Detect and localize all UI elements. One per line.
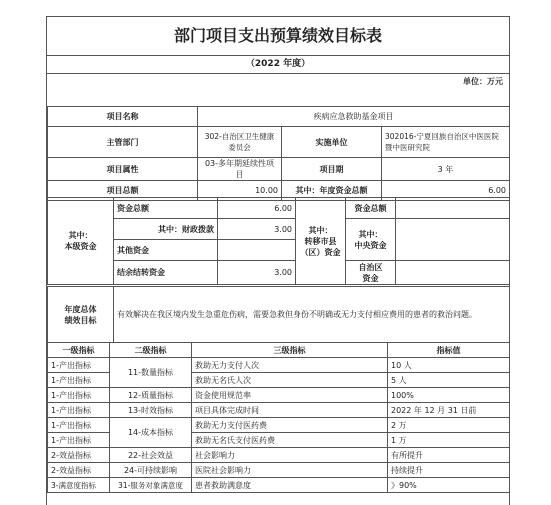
t-region-value: [396, 261, 510, 285]
project-info-table: [47, 106, 510, 201]
row-l2: 24-可持续影响: [110, 463, 192, 478]
table-row: [48, 463, 510, 478]
row-l3: 救助无力支付人次: [192, 358, 388, 373]
table-row: [48, 358, 510, 373]
fiscal-value: 3.00: [218, 219, 296, 240]
impl-value: 302016-宁夏回族自治区中医医院暨中医研究院: [382, 127, 510, 158]
total-label: 项目总额: [48, 181, 198, 201]
header-value: 指标值: [388, 343, 510, 358]
table-row: [48, 478, 510, 493]
impl-label: 实施单位: [282, 127, 382, 158]
own-funds-label: 其中： 本级资金: [48, 198, 114, 285]
row-l3: 资金使用规范率: [192, 388, 388, 403]
row-l1: 1-产出指标: [48, 433, 110, 448]
fund-total-label: 资金总额: [114, 198, 218, 219]
row-value: 5 人: [388, 373, 510, 388]
t-central-value: [396, 219, 510, 261]
transfer-funds-label: 其中： 转移市县 （区）资金: [296, 198, 346, 285]
row-l1: 2-效益指标: [48, 463, 110, 478]
t-total-label: 资金总额: [346, 198, 396, 219]
row-l3: 项目具体完成时间: [192, 403, 388, 418]
header-level2: 二级指标: [110, 343, 192, 358]
t-central-label: 其中： 中央资金: [346, 219, 396, 261]
table-row: [48, 388, 510, 403]
row-l3: 救助无名氏人次: [192, 373, 388, 388]
table-row: [48, 418, 510, 433]
row-value: 10 人: [388, 358, 510, 373]
t-total-value: [396, 198, 510, 219]
row-l2: 13-时效指标: [110, 403, 192, 418]
row-l1: 1-产出指标: [48, 403, 110, 418]
attr-label: 项目属性: [48, 158, 198, 181]
row-l2: 11-数量指标: [110, 358, 192, 388]
attr-value: 03-多年期延续性项目: [198, 158, 282, 181]
table-row: [48, 403, 510, 418]
row-value: 有所提升: [388, 448, 510, 463]
table-row: [48, 448, 510, 463]
page-title: 部门项目支出预算绩效目标表: [47, 17, 509, 56]
row-l3: 医院社会影响力: [192, 463, 388, 478]
row-l1: 2-效益指标: [48, 448, 110, 463]
row-l3: 救助无名氏支付医药费: [192, 433, 388, 448]
goal-table: [47, 286, 510, 343]
period-label: 项目期: [282, 158, 382, 181]
row-l1: 1-产出指标: [48, 418, 110, 433]
indicators-table: [47, 342, 510, 493]
row-l2: 22-社会效益: [110, 448, 192, 463]
row-value: 2022 年 12 月 31 日前: [388, 403, 510, 418]
total-value: 10.00: [198, 181, 282, 201]
performance-target-sheet: [46, 16, 510, 505]
carry-value: 3.00: [218, 261, 296, 285]
header-level1: 一级指标: [48, 343, 110, 358]
goal-label: 年度总体 绩效目标: [48, 287, 114, 343]
project-name-value: 疾病应急救助基金项目: [198, 107, 510, 127]
row-l1: 1-产出指标: [48, 388, 110, 403]
row-l1: 1-产出指标: [48, 358, 110, 373]
other-label: 其他资金: [114, 240, 218, 261]
carry-label: 结余结转资金: [114, 261, 218, 285]
row-l2: 12-质量指标: [110, 388, 192, 403]
row-value: 2 万: [388, 418, 510, 433]
fund-total-value: 6.00: [218, 198, 296, 219]
row-l3: 社会影响力: [192, 448, 388, 463]
row-l2: 31-服务对象满意度: [110, 478, 192, 493]
t-region-label: 自治区 资金: [346, 261, 396, 285]
row-value: 持续提升: [388, 463, 510, 478]
row-value: 100%: [388, 388, 510, 403]
row-value: 1 万: [388, 433, 510, 448]
other-value: [218, 240, 296, 261]
fiscal-label: 其中：财政拨款: [114, 219, 218, 240]
row-l1: 1-产出指标: [48, 373, 110, 388]
period-value: 3 年: [382, 158, 510, 181]
funds-table: [47, 197, 510, 285]
row-value: 》90%: [388, 478, 510, 493]
header-level3: 三级指标: [192, 343, 388, 358]
row-l2: 14-成本指标: [110, 418, 192, 448]
project-name-label: 项目名称: [48, 107, 198, 127]
year-label: （2022 年度）: [47, 55, 509, 74]
row-l1: 3-满意度指标: [48, 478, 110, 493]
row-l3: 救助无力支付医药费: [192, 418, 388, 433]
dept-value: 302-自治区卫生健康委员会: [198, 127, 282, 158]
annual-value: 6.00: [382, 181, 510, 201]
dept-label: 主管部门: [48, 127, 198, 158]
unit-label: 单位：万元: [463, 77, 503, 86]
goal-text: 有效解决在我区境内发生急重危伤病，需要急救但身份不明确或无力支付相应费用的患者的救治问题。: [114, 287, 510, 343]
annual-label: 其中：年度资金总额: [282, 181, 382, 201]
row-l3: 患者救助满意度: [192, 478, 388, 493]
